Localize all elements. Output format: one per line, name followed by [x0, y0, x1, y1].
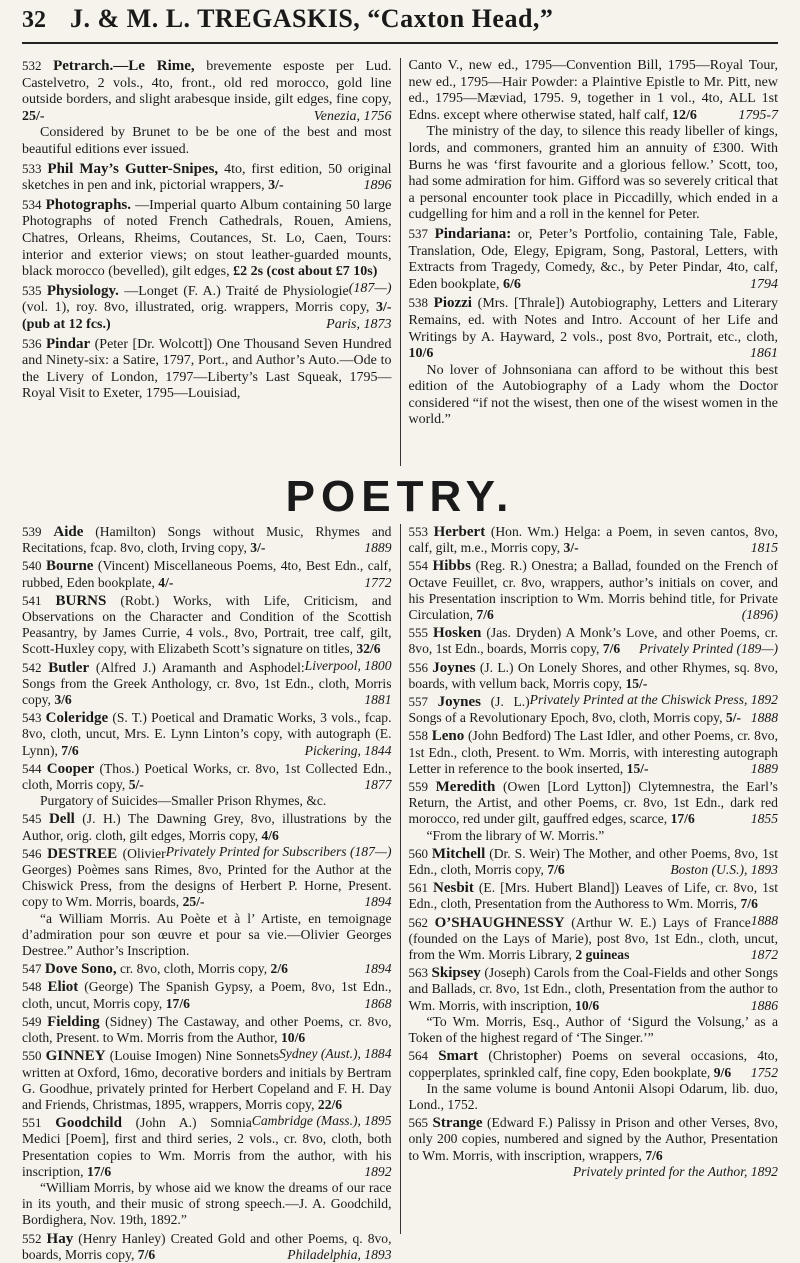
- entry-description: (Owen [Lord Lytton]) Clytemnestra, the Earl’s Return, the Artist, and other Poems, cr. 8vo, 1st Edn., dark red morocco, red under gilt, gauffred edges, scarce,: [408, 779, 778, 827]
- entry-number: 545: [22, 811, 42, 827]
- entry-number: 538: [408, 295, 428, 311]
- entry-imprint: Privately Printed for Subscribers (187—): [165, 843, 392, 859]
- entry-description: Canto V., new ed., 1795—Convention Bill, 1795—Royal Tour, new ed., 1795—Hair Powder: a Plaintive Epistle to Mr. Pitt, new ed., 1795—Mæviad, 1795. 9, together in 1 vol., 4to, ALL 1st Edns. except where otherwise stated, half calf,: [408, 58, 778, 123]
- entry-price: 3/6: [54, 692, 72, 708]
- entry-price: 7/6: [61, 742, 79, 758]
- entry-imprint: Paris, 1873: [326, 316, 392, 332]
- entry-price: 10/6: [280, 1030, 306, 1046]
- entry-heading: BURNS: [55, 592, 107, 609]
- entry-heading: O’SHAUGHNESSY: [434, 914, 565, 931]
- entry-number: 553: [408, 524, 428, 539]
- entry-heading: DESTREE: [47, 845, 118, 862]
- entry-imprint: 1772: [364, 574, 392, 590]
- catalogue-entry: [22, 961, 392, 977]
- entry-price: 25/-: [22, 108, 45, 124]
- entry-description: (J. L.) Songs of a Revolutionary Epoch, 8vo, cloth, Morris copy,: [408, 694, 723, 726]
- entry-note: “To Wm. Morris, Esq., Author of ‘Sigurd the Volsung,’ as a Token of the highest regard of ‘The Singer.’”: [408, 1013, 778, 1046]
- entry-description: (Hon. Wm.) Helga: a Poem, in seven cantos, 8vo, calf, gilt, m.e., Morris copy,: [408, 524, 778, 556]
- running-head: J. & M. L. TREGASKIS, “Caxton Head,”: [70, 4, 554, 33]
- entry-note: Purgatory of Suicides—Smaller Prison Rhymes, &c.: [40, 793, 327, 809]
- entry-description: (E. [Mrs. Hubert Bland]) Leaves of Life, cr. 8vo, 1st Edn., cloth, Presentation from the Authoress to Wm. Morris,: [408, 880, 778, 912]
- entry-price: 10/6: [408, 346, 434, 362]
- entry-description: (Dr. S. Weir) The Mother, and other Poems, 8vo, 1st Edn., cloth, Morris copy,: [408, 845, 778, 878]
- entry-imprint: 1888: [750, 912, 778, 928]
- entry-number: 563: [408, 965, 428, 981]
- entry-note: The ministry of the day, to silence this ready libeller of kings, lords, and commoners, granted him an annuity of £300. With Burns he was ‘first favourite and a glorious fellow.’ Scott, too, had some admiration for him. Gifford was so severely critical that a personal encounter took place in Piccadilly, which ended in a cudgelling for him and a roll in the kennel for Peter.: [408, 124, 778, 223]
- entry-number: 562: [408, 914, 428, 930]
- entry-heading: Phil May’s Gutter-Snipes,: [47, 160, 219, 177]
- entry-heading: Bourne: [45, 558, 94, 575]
- entry-number: 546: [22, 845, 42, 861]
- section-title: POETRY.: [285, 472, 515, 521]
- entry-heading: GINNEY: [45, 1048, 106, 1065]
- entry-price: 5/-: [128, 777, 144, 793]
- entry-imprint: 1894: [364, 961, 392, 977]
- entry-price: 12/6: [672, 107, 697, 123]
- entry-heading: Dell: [48, 811, 75, 828]
- entry-number: 544: [22, 760, 42, 776]
- catalogue-entry: [22, 710, 392, 759]
- entry-imprint: 1888: [750, 710, 778, 726]
- entry-description: (Sidney) The Castaway, and other Poems, cr. 8vo, cloth, Present. to Wm. Morris from the Author,: [22, 1013, 392, 1046]
- entry-price: 15/-: [626, 760, 649, 776]
- catalogue-entry: [22, 843, 392, 959]
- catalogue-entry: [408, 779, 778, 844]
- entry-number: 539: [22, 524, 42, 539]
- entry-note: In the same volume is bound Antonii Alsopi Odarum, lib. duo, Lond., 1752.: [408, 1080, 778, 1112]
- entry-imprint: Privately Printed (189—): [639, 641, 778, 657]
- entry-number: 537: [408, 225, 428, 241]
- catalogue-entry: [22, 161, 392, 195]
- entry-price: 25/-: [182, 894, 205, 910]
- poetry-left-column: [22, 524, 400, 1262]
- entry-description: cr. 8vo, cloth, Morris copy,: [120, 961, 268, 977]
- entry-imprint: 1889: [364, 540, 392, 556]
- entry-description: (Edward F.) Palissy in Prison and other Verses, 8vo, only 200 copies, numbered and signed by the Author, Presentation to Wm. Morris, with inscription, wrappers,: [408, 1115, 778, 1163]
- entry-description: (Christopher) Poems on several occasions, 4to, copperplates, sprinkled calf, fine copy, Eden bookplate,: [408, 1048, 778, 1080]
- entry-heading: Hibbs: [432, 558, 471, 575]
- entry-heading: Smart: [438, 1048, 479, 1065]
- entry-imprint: (1896): [741, 607, 778, 623]
- entry-heading: Joynes: [437, 694, 481, 711]
- entry-price: 7/6: [645, 1147, 663, 1163]
- entry-heading: Pindar: [45, 335, 91, 352]
- entry-number: 550: [22, 1048, 42, 1064]
- entry-heading: Goodchild: [55, 1115, 122, 1132]
- catalogue-entry: [408, 58, 778, 224]
- entry-description: (Arthur W. E.) Lays of France (founded on the Lays of Marie), post 8vo, 1st Edn., cloth, uncut, from the Wm. Morris Library,: [408, 914, 778, 963]
- entry-note: “William Morris, by whose aid we know the dreams of our race in its youth, and their music of strong speech.—J. A. Goodchild, Bordighera, Nov. 19th, 1892.”: [22, 1179, 392, 1228]
- top-left-column: [22, 58, 400, 466]
- entry-price: 7/6: [547, 862, 565, 878]
- top-right-column: [400, 58, 778, 466]
- entry-price: 2/6: [270, 961, 288, 977]
- catalogue-entry: [408, 728, 778, 777]
- entry-imprint: Philadelphia, 1893: [287, 1246, 392, 1262]
- entry-heading: Leno: [431, 728, 465, 745]
- entry-imprint: (187—): [348, 280, 392, 296]
- entry-price: 4/6: [261, 827, 279, 843]
- entry-price: 3/-: [268, 178, 284, 194]
- entry-description: (S. T.) Poetical and Dramatic Works, 3 vols., fcap. 8vo, cloth, uncut, Mrs. E. Lynn Linton’s copy, with autograph (E. Lynn),: [22, 710, 392, 758]
- catalogue-entry: [408, 965, 778, 1046]
- entry-number: 559: [408, 779, 428, 795]
- catalogue-entry: [408, 625, 778, 657]
- entry-heading: Aide: [53, 524, 84, 540]
- entry-imprint: 1815: [750, 540, 778, 556]
- catalogue-entry: [408, 912, 778, 964]
- catalogue-entry: [22, 761, 392, 810]
- entry-imprint: 1752: [750, 1064, 778, 1080]
- entry-number: 558: [408, 728, 428, 744]
- entry-price: 15/-: [625, 675, 648, 691]
- entry-imprint: 1896: [363, 178, 392, 194]
- entry-description: (Peter [Dr. Wolcott]) One Thousand Seven Hundred and Ninety-six: a Satire, 1797, Port., and Author’s Auto.—Ode to the Livery of London, 1797—Liberty’s Last Squeak, 1795—Royal Visit to Exeter, 1795—Louisiad,: [22, 336, 392, 402]
- entry-number: 560: [408, 845, 428, 861]
- entry-description: (Thos.) Poetical Works, cr. 8vo, 1st Collected Edn., cloth, Morris copy,: [22, 760, 392, 793]
- entry-imprint: 1872: [750, 947, 778, 963]
- catalogue-entry: [408, 524, 778, 556]
- entry-heading: Hay: [46, 1230, 74, 1247]
- entry-heading: Cooper: [46, 760, 95, 777]
- entry-heading: Eliot: [47, 979, 79, 996]
- entry-heading: Petrarch.—Le Rime,: [53, 58, 195, 74]
- entry-number: 534: [22, 196, 42, 212]
- entry-number: 533: [22, 160, 42, 176]
- entry-heading: Joynes: [432, 659, 476, 676]
- entry-description: (John Bedford) The Last Idler, and other Poems, cr. 8vo, 1st Edn., cloth, Present. to Wm. Morris, with interesting autograph Letter in reference to the book inserted,: [408, 728, 778, 776]
- entry-heading: Dove Sono,: [44, 961, 117, 978]
- entry-imprint: 1794: [749, 276, 778, 292]
- entry-heading: Herbert: [433, 524, 486, 540]
- entry-price: 5/-: [725, 710, 741, 726]
- catalogue-entry: [22, 524, 392, 556]
- entry-note: “a William Morris. Au Poète et à l’ Artiste, en temoignage d’admiration pour son œuvre et pour sa vie.—Olivier Georges Destree.” Author’s Inscription.: [22, 910, 392, 959]
- catalogue-entry: [408, 846, 778, 878]
- entry-description: (Robt.) Works, with Life, Criticism, and Observations on the Character and Condition of the Scottish Peasantry, by James Currie, 4 vols., 8vo, Portrait, tree calf, gilt, Scott-Huxley copy, with Elizabeth Scott’s signature on titles,: [22, 592, 392, 657]
- catalogue-entry: [22, 1115, 392, 1228]
- entry-heading: Photographs.: [45, 196, 131, 213]
- entry-price: 7/6: [740, 896, 758, 912]
- entry-description: (Alfred J.) Aramanth and Asphodel: Songs from the Greek Anthology, cr. 8vo, 1st Edn., cloth, Morris copy,: [22, 659, 392, 708]
- entry-heading: Meredith: [435, 779, 496, 796]
- entry-imprint: Privately printed for the Author, 1892: [572, 1163, 778, 1179]
- entry-imprint: 1855: [750, 811, 778, 827]
- entry-number: 556: [408, 659, 428, 675]
- entry-number: 542: [22, 659, 42, 675]
- entry-description: (Louise Imogen) Nine Sonnets written at Oxford, 16mo, decorative borders and initials by Bertram G. Goodhue, privately printed for Herbert Copeland and F. H. Day and Friends, Christmas, 1895, wrappers, Morris copy,: [22, 1048, 392, 1112]
- entry-price: 6/6: [502, 276, 521, 292]
- catalogue-entry: [22, 336, 392, 403]
- entry-price: 3/- (pub at 12 fcs.): [22, 300, 392, 332]
- poetry-right-column: [400, 524, 778, 1234]
- entry-description: (Reg. R.) Onestra; a Ballad, founded on the French of Octave Feuillet, cr. 8vo, wrappers, author’s initials on cover, and his Presentation inscription to Wm. Morris behind title, for Private Circulation,: [408, 558, 778, 623]
- entry-number: 536: [22, 335, 42, 351]
- entry-price: 7/6: [137, 1246, 156, 1262]
- entry-price: 32/6: [356, 641, 381, 657]
- entry-heading: Nesbit: [433, 880, 474, 897]
- entry-price: £2 2s (cost about £7 10s): [233, 264, 378, 280]
- entry-imprint: Sydney (Aust.), 1884: [279, 1046, 392, 1062]
- entry-price: 22/6: [317, 1096, 343, 1112]
- entry-heading: Strange: [432, 1115, 483, 1132]
- entry-number: 551: [22, 1115, 42, 1131]
- catalogue-entry: [22, 979, 392, 1011]
- entry-number: 565: [408, 1115, 428, 1131]
- entry-number: 541: [22, 592, 42, 608]
- entry-imprint: Privately Printed at the Chiswick Press, 1892: [529, 692, 778, 708]
- entry-price: 7/6: [476, 607, 494, 623]
- catalogue-entry: [408, 1115, 778, 1179]
- catalogue-entry: [408, 1048, 778, 1113]
- entry-price: 9/6: [713, 1064, 732, 1080]
- entry-price: 17/6: [165, 995, 190, 1011]
- entry-number: 540: [22, 558, 42, 574]
- entry-description: (Vincent) Miscellaneous Poems, 4to, Best Edn., calf, rubbed, Eden bookplate,: [22, 558, 392, 590]
- entry-heading: Skipsey: [431, 965, 481, 982]
- entry-number: 564: [408, 1048, 428, 1064]
- entry-heading: Hosken: [433, 625, 482, 642]
- entry-number: 543: [22, 710, 42, 726]
- entry-description: (J. H.) The Dawning Grey, 8vo, illustrations by the Author, orig. cloth, gilt edges, Morris copy,: [22, 811, 392, 843]
- entry-number: 555: [408, 625, 428, 641]
- catalogue-entry: [408, 295, 778, 429]
- entry-heading: Coleridge: [45, 710, 109, 727]
- page-number: 32: [22, 7, 46, 33]
- entry-imprint: 1877: [364, 777, 392, 793]
- entry-number: 549: [22, 1013, 42, 1029]
- top-section: [22, 58, 778, 466]
- entry-imprint: 1795-7: [738, 107, 778, 123]
- entry-heading: Fielding: [47, 1013, 100, 1030]
- entry-description: (J. L.) On Lonely Shores, and other Rhymes, sq. 8vo, boards, with vellum back, Morris copy,: [408, 659, 778, 691]
- entry-imprint: 1892: [364, 1163, 392, 1179]
- catalogue-entry: [22, 1231, 392, 1263]
- entry-description: —Longet (F. A.) Traité de Physiologie (vol. 1), roy. 8vo, illustrated, orig. wrappers, Morris copy,: [22, 283, 370, 316]
- entry-number: 535: [22, 282, 42, 298]
- entry-price: 4/-: [158, 574, 174, 590]
- entry-number: 548: [22, 979, 42, 995]
- entry-description: 4to, first edition, 50 original sketches in pen and ink, pictorial wrappers,: [22, 161, 392, 194]
- entry-description: brevemente esposte per Lud. Castelvetro, 2 vols., 4to, front., old red morocco, gold line outside borders, and slight arabesque inside, gilt edges, fine copy,: [22, 59, 392, 108]
- entry-number: 532: [22, 58, 42, 73]
- entry-price: 17/6: [86, 1163, 112, 1179]
- entry-description: or, Peter’s Portfolio, containing Tale, Fable, Translation, Ode, Elegy, Epigram, Song, Pastoral, Letters, with Extracts from Tragedy, Comedy, &c., by Peter Pindar, 4to, calf, Eden bookplate,: [408, 226, 779, 292]
- entry-number: 561: [408, 880, 428, 896]
- entry-number: 552: [22, 1230, 42, 1246]
- entry-imprint: Venezia, 1756: [313, 108, 392, 124]
- entry-imprint: 1886: [750, 997, 778, 1013]
- catalogue-entry: [22, 558, 392, 590]
- entry-imprint: Liverpool, 1800: [304, 657, 392, 673]
- entry-description: (Henry Hanley) Created Gold and other Poems, q. 8vo, boards, Morris copy,: [22, 1230, 392, 1262]
- catalogue-entry: [408, 558, 778, 623]
- entry-imprint: 1894: [364, 894, 392, 910]
- catalogue-entry: [408, 226, 778, 293]
- entry-number: 547: [22, 961, 42, 977]
- entry-price: 7/6: [602, 641, 621, 657]
- entry-note: No lover of Johnsoniana can afford to be without this best edition of the Autobiography of a Lady whom the Doctor considered “if not the wisest, then one of the wisest women in the world.”: [408, 362, 778, 428]
- entry-imprint: 1881: [364, 692, 392, 708]
- entry-description: (Mrs. [Thrale]) Autobiography, Letters and Literary Remains, ed. with Notes and Intro. Account of her Life and Writings by A. Hayward, 2 vols., post 8vo, Portrait, etc., cloth,: [408, 296, 778, 345]
- entry-imprint: 1861: [749, 346, 778, 362]
- entry-price: 17/6: [670, 811, 695, 827]
- entry-note: Considered by Brunet to be be one of the best and most beautiful editions ever issued.: [22, 125, 392, 157]
- entry-description: (Hamilton) Songs without Music, Rhymes and Recitations, fcap. 8vo, cloth, Irving copy,: [22, 524, 392, 556]
- page-header: [22, 0, 778, 44]
- entry-description: (Jas. Dryden) A Monk’s Love, and other Poems, cr. 8vo, 1st Edn., boards, Morris copy,: [408, 625, 778, 657]
- entry-heading: Pindariana:: [434, 225, 512, 242]
- entry-description: (John A.) Somnia Medici [Poem], first and third series, 2 vols., cr. 8vo, cloth, both Presentation copies to Wm. Morris from the author, with his inscription,: [22, 1115, 392, 1179]
- entry-heading: Piozzi: [433, 295, 472, 312]
- entry-heading: Mitchell: [431, 845, 486, 862]
- entry-price: 3/-: [563, 540, 579, 556]
- entry-number: 554: [408, 558, 428, 574]
- poetry-section: [22, 524, 778, 1262]
- entry-heading: Physiology.: [46, 282, 119, 299]
- catalogue-entry: [22, 280, 392, 334]
- entry-note: “From the library of W. Morris.”: [426, 827, 605, 843]
- entry-description: (Olivier Georges) Poèmes sans Rimes, 8vo, Printed for the Author at the Chiswick Press, from the designs of Herbert P. Horne, Present. copy to Wm. Morris, boards,: [22, 845, 392, 910]
- entry-heading: Butler: [48, 659, 90, 676]
- entry-imprint: 1889: [750, 760, 778, 776]
- entry-price: 2 guineas: [575, 947, 630, 963]
- entry-description: (Joseph) Carols from the Coal-Fields and other Songs and Ballads, cr. 8vo, 1st Edn., cloth, Presentation from the author to Wm. Morris, with inscription,: [408, 965, 778, 1013]
- entry-imprint: 1868: [364, 995, 392, 1011]
- entry-number: 557: [408, 694, 428, 710]
- entry-description: —Imperial quarto Album containing 50 large Photographs of noted French Cathedrals, Rouen, Amiens, Chatres, Orleans, Rheims, Coutances, St. Lo, Caen, Tours: interior and exterior views; on stout leather-guarded mounts, black morocco (bevelled), gilt edges,: [22, 197, 392, 280]
- entry-imprint: Cambridge (Mass.), 1895: [251, 1113, 392, 1129]
- catalogue-entry: [22, 58, 392, 159]
- entry-imprint: Boston (U.S.), 1893: [670, 862, 778, 878]
- entry-imprint: Pickering, 1844: [304, 742, 392, 758]
- entry-price: 10/6: [575, 997, 600, 1013]
- entry-price: 3/-: [250, 540, 266, 556]
- entry-description: (George) The Spanish Gypsy, a Poem, 8vo, 1st Edn., cloth, uncut, Morris copy,: [22, 979, 392, 1011]
